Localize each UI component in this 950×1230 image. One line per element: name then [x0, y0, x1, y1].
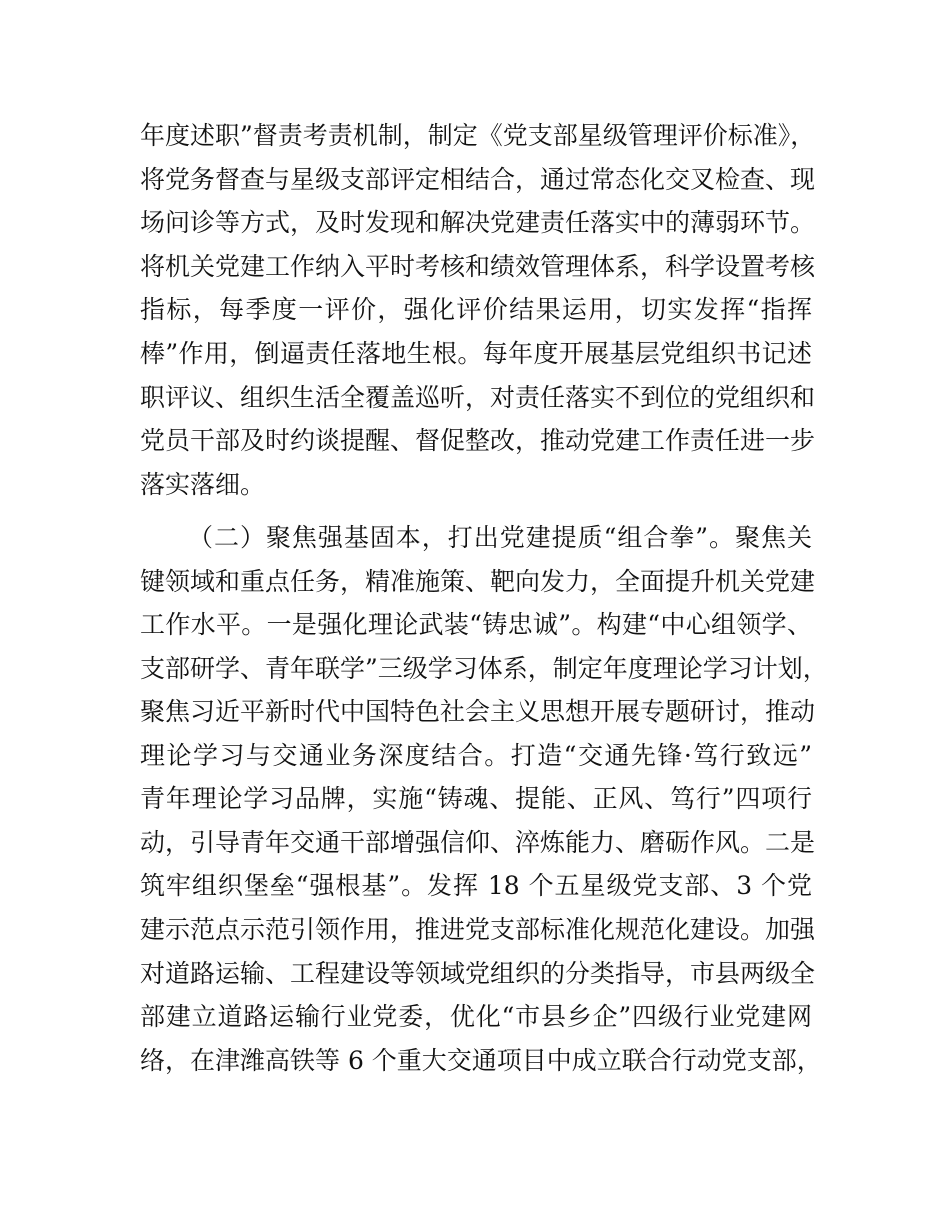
paragraph-2-line-13: 络，在津潍高铁等 6 个重大交通项目中成立联合行动党支部，	[140, 1046, 822, 1075]
paragraph-2-line-11: 对道路运输、工程建设等领域党组织的分类指导，市县两级全	[140, 959, 816, 988]
paragraph-2-line-1: （二）聚焦强基固本，打出党建提质“组合拳”。聚焦关	[188, 523, 812, 552]
paragraph-1-line-3: 场问诊等方式，及时发现和解决党建责任落实中的薄弱环节。	[140, 208, 816, 237]
paragraph-2-line-4: 支部研学、青年联学”三级学习体系，制定年度理论学习计划，	[140, 654, 828, 683]
paragraph-2-line-12: 部建立道路运输行业党委，优化“市县乡企”四级行业党建网	[140, 1002, 812, 1031]
paragraph-1-line-7: 职评议、组织生活全覆盖巡听，对责任落实不到位的党组织和	[140, 383, 816, 412]
paragraph-2-line-3: 工作水平。一是强化理论武装“铸忠诚”。构建“中心组领学、	[140, 610, 812, 639]
paragraph-2-line-5: 聚焦习近平新时代中国特色社会主义思想开展专题研讨，推动	[140, 697, 816, 726]
paragraph-2-line-2: 键领域和重点任务，精准施策、靶向发力，全面提升机关党建	[140, 567, 816, 596]
paragraph-1-line-6: 棒”作用，倒逼责任落地生根。每年度开展基层党组织书记述	[140, 339, 812, 368]
paragraph-2-line-6: 理论学习与交通业务深度结合。打造“交通先锋·笃行致远”	[140, 741, 812, 770]
paragraph-1-line-2: 将党务督查与星级支部评定相结合，通过常态化交叉检查、现	[140, 165, 816, 194]
paragraph-1-line-5: 指标，每季度一评价，强化评价结果运用，切实发挥“指挥	[140, 295, 812, 324]
paragraph-2-line-8: 动，引导青年交通干部增强信仰、淬炼能力、磨砺作风。二是	[140, 828, 816, 857]
paragraph-1-line-4: 将机关党建工作纳入平时考核和绩效管理体系，科学设置考核	[140, 252, 816, 281]
paragraph-2-line-7: 青年理论学习品牌，实施“铸魂、提能、正风、笃行”四项行	[140, 784, 812, 813]
paragraph-2-line-9: 筑牢组织堡垒“强根基”。发挥 18 个五星级党支部、3 个党	[140, 871, 812, 900]
paragraph-1-line-9: 落实落细。	[140, 470, 266, 499]
paragraph-1-line-8: 党员干部及时约谈提醒、督促整改，推动党建工作责任进一步	[140, 426, 816, 455]
paragraph-1-line-1: 年度述职”督责考责机制，制定《党支部星级管理评价标准》，	[140, 121, 816, 150]
paragraph-2-line-10: 建示范点示范引领作用，推进党支部标准化规范化建设。加强	[140, 915, 816, 944]
